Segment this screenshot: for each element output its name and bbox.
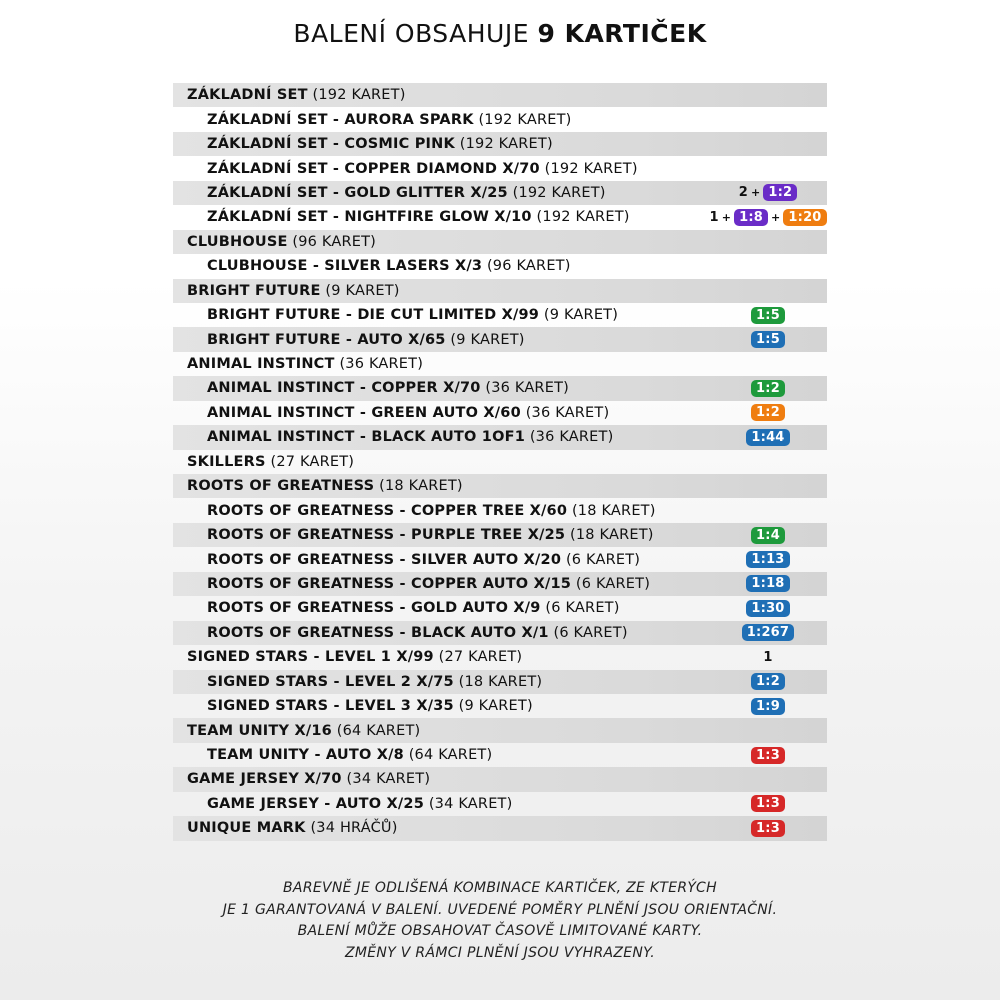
card-count: (18 KARET): [379, 478, 463, 495]
card-count: (96 KARET): [486, 258, 571, 275]
card-count: (192 KARET): [544, 160, 638, 177]
row-label: [173, 112, 572, 128]
footer-line: ZMĚNY V RÁMCI PLNĚNÍ JSOU VYHRAZENY.: [345, 944, 655, 961]
set-name: UNIQUE MARK: [187, 820, 306, 837]
table-row: [173, 718, 827, 742]
card-count: (34 KARET): [346, 771, 431, 788]
ratio-cell: [683, 816, 853, 840]
table-row: [173, 767, 827, 791]
table-row: [173, 572, 827, 596]
set-name: BRIGHT FUTURE - DIE CUT LIMITED X/99: [207, 307, 540, 324]
ratio-badge: 1:4: [751, 527, 785, 544]
ratio-badge: 1:13: [746, 551, 789, 568]
card-count: (6 KARET): [575, 575, 651, 592]
row-label: [173, 478, 463, 494]
row-label: [173, 429, 613, 445]
ratio-cell: [683, 596, 853, 620]
card-count: (36 KARET): [485, 380, 569, 397]
set-name: ZÁKLADNÍ SET - COSMIC PINK: [207, 136, 455, 153]
set-name: ANIMAL INSTINCT: [187, 356, 335, 373]
card-count: (192 KARET): [478, 111, 572, 128]
row-label: [173, 698, 533, 714]
set-name: ROOTS OF GREATNESS - GOLD AUTO X/9: [207, 600, 541, 617]
ratio-badge: 1:5: [751, 331, 785, 348]
set-name: BRIGHT FUTURE - AUTO X/65: [207, 331, 446, 348]
ratio-cell: [683, 547, 853, 571]
set-name: TEAM UNITY X/16: [187, 722, 332, 739]
set-name: TEAM UNITY - AUTO X/8: [207, 747, 404, 764]
guaranteed-count: 2: [738, 185, 748, 201]
card-count: (9 KARET): [458, 698, 533, 715]
row-label: [173, 723, 420, 739]
row-label: [173, 796, 512, 812]
ratio-badge: 1:30: [746, 600, 789, 617]
row-label: [173, 771, 430, 787]
card-count: (27 KARET): [270, 453, 355, 470]
table-row: [173, 523, 827, 547]
set-name: ROOTS OF GREATNESS - COPPER TREE X/60: [207, 502, 568, 519]
row-label: [173, 356, 423, 372]
card-count: (96 KARET): [292, 233, 377, 250]
ratio-badge: 1:3: [751, 820, 785, 837]
ratio-badge: 1:2: [763, 184, 797, 201]
ratio-cell: [683, 694, 853, 718]
card-count: (6 KARET): [565, 551, 641, 568]
table-row: [173, 83, 827, 107]
row-label: [173, 405, 609, 421]
row-label: [173, 161, 638, 177]
set-name: SIGNED STARS - LEVEL 2 X/75: [207, 673, 454, 690]
card-count: (6 KARET): [545, 600, 620, 617]
set-name: ROOTS OF GREATNESS - COPPER AUTO X/15: [207, 575, 572, 592]
set-name: GAME JERSEY - AUTO X/25: [207, 795, 425, 812]
table-row: [173, 107, 827, 131]
ratio-cell: [683, 523, 853, 547]
table-row: [173, 401, 827, 425]
ratio-badge: 1:5: [751, 307, 785, 324]
table-row: [173, 645, 827, 669]
footer-note: [0, 878, 1000, 964]
card-set-table: [173, 83, 827, 841]
ratio-badge: 1:3: [751, 747, 785, 764]
footer-line: BALENÍ MŮŽE OBSAHOVAT ČASOVĚ LIMITOVANÉ KARTY.: [297, 923, 703, 939]
set-name: ZÁKLADNÍ SET - NIGHTFIRE GLOW X/10: [207, 209, 532, 226]
ratio-cell: [683, 376, 853, 400]
row-label: [173, 87, 406, 103]
table-row: [173, 743, 827, 767]
table-row: [173, 450, 827, 474]
card-count: (36 KARET): [525, 404, 610, 421]
page-title: [0, 16, 1000, 52]
guaranteed-count: 1: [763, 649, 773, 665]
ratio-cell: [683, 303, 853, 327]
row-label: [173, 332, 525, 348]
ratio-cell: [683, 425, 853, 449]
card-count: (36 KARET): [339, 356, 424, 373]
row-label: [173, 674, 542, 690]
set-name: ANIMAL INSTINCT - GREEN AUTO X/60: [207, 404, 521, 421]
ratio-badge: 1:267: [742, 624, 794, 641]
table-row: [173, 596, 827, 620]
card-count: (9 KARET): [450, 331, 525, 348]
row-label: [173, 234, 376, 250]
table-row: [173, 132, 827, 156]
ratio-cell: [683, 401, 853, 425]
set-name: SIGNED STARS - LEVEL 1 X/99: [187, 649, 434, 666]
ratio-badge: 1:44: [746, 429, 789, 446]
plus-sign: +: [750, 186, 761, 200]
ratio-badge: 1:2: [751, 380, 785, 397]
set-name: SKILLERS: [187, 453, 266, 470]
set-name: ROOTS OF GREATNESS - SILVER AUTO X/20: [207, 551, 562, 568]
card-count: (9 KARET): [543, 307, 619, 324]
card-count: (18 KARET): [571, 502, 656, 519]
plus-sign: +: [721, 210, 732, 224]
ratio-badge: 1:20: [783, 209, 826, 226]
ratio-cell: [683, 572, 853, 596]
ratio-cell: [683, 181, 853, 205]
ratio-badge: 1:2: [751, 404, 785, 421]
footer-line: JE 1 GARANTOVANÁ V BALENÍ. UVEDENÉ POMĚRY PLNĚNÍ JSOU ORIENTAČNÍ.: [222, 901, 778, 918]
set-name: ROOTS OF GREATNESS: [187, 478, 375, 495]
row-label: [173, 454, 354, 470]
ratio-cell: [683, 670, 853, 694]
card-count: (18 KARET): [458, 673, 543, 690]
table-row: [173, 621, 827, 645]
set-name: ROOTS OF GREATNESS - BLACK AUTO X/1: [207, 624, 549, 641]
card-count: (192 KARET): [536, 209, 630, 226]
table-row: [173, 816, 827, 840]
table-row: [173, 425, 827, 449]
ratio-badge: 1:3: [751, 795, 785, 812]
row-label: [173, 576, 650, 592]
row-label: [173, 625, 628, 641]
row-label: [173, 820, 398, 836]
table-row: [173, 279, 827, 303]
card-count: (192 KARET): [459, 136, 553, 153]
row-label: [173, 747, 492, 763]
table-row: [173, 352, 827, 376]
set-name: CLUBHOUSE - SILVER LASERS X/3: [207, 258, 483, 275]
table-row: [173, 376, 827, 400]
table-row: [173, 792, 827, 816]
table-row: [173, 474, 827, 498]
card-count: (192 KARET): [312, 87, 406, 104]
card-count: (34 HRÁČŮ): [310, 820, 398, 837]
set-name: ANIMAL INSTINCT - BLACK AUTO 1OF1: [207, 429, 525, 446]
table-row: [173, 254, 827, 278]
table-row: [173, 694, 827, 718]
set-name: ZÁKLADNÍ SET - AURORA SPARK: [207, 111, 474, 128]
table-row: [173, 205, 827, 229]
set-name: GAME JERSEY X/70: [187, 771, 342, 788]
title-prefix: BALENÍ OBSAHUJE: [293, 19, 530, 48]
row-label: [173, 136, 553, 152]
table-row: [173, 547, 827, 571]
row-label: [173, 283, 400, 299]
plus-sign: +: [771, 210, 781, 224]
card-count: (27 KARET): [438, 649, 523, 666]
ratio-cell: [683, 205, 853, 229]
table-row: [173, 327, 827, 351]
ratio-cell: [683, 327, 853, 351]
card-count: (34 KARET): [428, 795, 513, 812]
row-label: [173, 649, 522, 665]
ratio-cell: [683, 743, 853, 767]
row-label: [173, 527, 654, 543]
row-label: [173, 185, 606, 201]
set-name: CLUBHOUSE: [187, 233, 288, 250]
table-row: [173, 230, 827, 254]
table-row: [173, 670, 827, 694]
ratio-badge: 1:9: [751, 698, 785, 715]
card-count: (64 KARET): [336, 722, 421, 739]
table-row: [173, 181, 827, 205]
row-label: [173, 258, 571, 274]
set-name: ANIMAL INSTINCT - COPPER X/70: [207, 380, 481, 397]
title-emphasis: 9 KARTIČEK: [537, 19, 707, 48]
ratio-badge: 1:18: [746, 575, 789, 592]
set-name: ROOTS OF GREATNESS - PURPLE TREE X/25: [207, 527, 566, 544]
row-label: [173, 380, 569, 396]
set-name: ZÁKLADNÍ SET - GOLD GLITTER X/25: [207, 184, 508, 201]
ratio-cell: [683, 621, 853, 645]
guaranteed-count: 1: [709, 209, 719, 225]
ratio-badge: 1:8: [734, 209, 768, 226]
card-count: (64 KARET): [408, 747, 493, 764]
ratio-cell: [683, 792, 853, 816]
footer-line: BAREVNĚ JE ODLIŠENÁ KOMBINACE KARTIČEK, ZE KTERÝCH: [283, 880, 717, 896]
card-count: (36 KARET): [529, 429, 614, 446]
set-name: ZÁKLADNÍ SET - COPPER DIAMOND X/70: [207, 160, 540, 177]
row-label: [173, 209, 630, 225]
table-row: [173, 156, 827, 180]
row-label: [173, 552, 640, 568]
card-count: (192 KARET): [512, 184, 606, 201]
ratio-cell: [683, 645, 853, 669]
set-name: SIGNED STARS - LEVEL 3 X/35: [207, 698, 454, 715]
card-count: (9 KARET): [325, 282, 400, 299]
card-count: (6 KARET): [553, 624, 628, 641]
set-name: ZÁKLADNÍ SET: [187, 87, 308, 104]
table-row: [173, 498, 827, 522]
ratio-badge: 1:2: [751, 673, 785, 690]
row-label: [173, 307, 618, 323]
card-count: (18 KARET): [570, 527, 654, 544]
table-row: [173, 303, 827, 327]
row-label: [173, 600, 620, 616]
row-label: [173, 503, 656, 519]
set-name: BRIGHT FUTURE: [187, 282, 321, 299]
